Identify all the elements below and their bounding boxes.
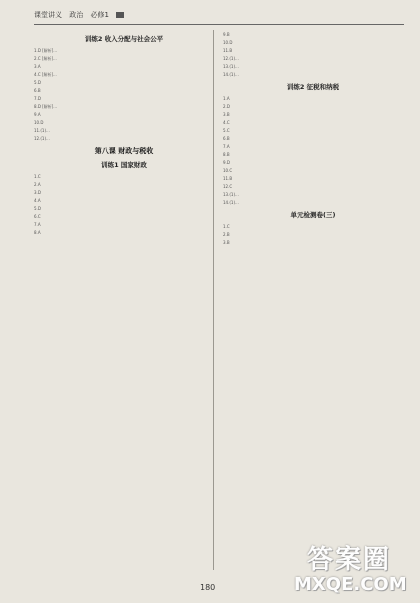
answer-line: 6.B (34, 88, 41, 93)
watermark-bottom: MXQE.COM (294, 574, 407, 595)
section-heading: 第八课 财政与税收 (94, 147, 154, 155)
answer-line: 2.B (223, 232, 230, 237)
answer-line: 3.B (223, 240, 230, 245)
answer-line: 4.C (223, 120, 230, 125)
answer-line: 2.A (34, 182, 41, 187)
answer-line: 1.C (34, 174, 41, 179)
answer-line: 12.(1)... (223, 56, 239, 61)
answer-line: 9.A (34, 112, 41, 117)
section-heading: 训练2 收入分配与社会公平 (84, 35, 164, 43)
section-heading: 训练2 征税和纳税 (286, 83, 340, 91)
answer-line: 8.D [解析]... (34, 104, 58, 109)
site-watermark (294, 545, 407, 597)
answer-line: 10.D (223, 40, 233, 45)
answer-line: 11.(1)... (34, 128, 50, 133)
answer-line: 3.D (34, 190, 41, 195)
page-number: 180 (200, 583, 216, 592)
answer-line: 8.B (223, 152, 230, 157)
answer-line: 4.A (34, 198, 41, 203)
answer-line: 3.B (223, 112, 230, 117)
answer-line: 1.D [解析]... (34, 48, 58, 53)
answer-line: 1.C (223, 224, 230, 229)
left-column (34, 31, 214, 237)
answer-line: 3.A (34, 64, 41, 69)
answer-line: 14.(1)... (223, 200, 239, 205)
book-title: 课堂讲义 (34, 11, 62, 19)
answer-line: 11.B (223, 48, 233, 53)
answer-line: 4.C [解析]... (34, 72, 57, 77)
watermark-top: 答案圈 (306, 545, 391, 575)
answer-line: 9.D (223, 160, 230, 165)
answer-line: 12.(1)... (34, 136, 50, 141)
answer-line: 7.A (34, 222, 41, 227)
answer-line: 13.(1)... (223, 192, 239, 197)
answer-line: 9.B (223, 32, 230, 37)
header-rule (34, 24, 404, 25)
section-heading: 单元检测卷(三) (290, 211, 336, 219)
header-mark-icon (116, 12, 124, 18)
answer-line: 5.D (34, 80, 41, 85)
answer-line: 13.(1)... (223, 64, 239, 69)
answer-line: 8.A (34, 230, 41, 235)
running-header (34, 10, 129, 20)
answer-line: 7.A (223, 144, 230, 149)
answer-line: 11.B (223, 176, 233, 181)
answer-line: 10.D (34, 120, 44, 125)
answer-line: 10.C (223, 168, 233, 173)
answer-line: 6.C (34, 214, 41, 219)
volume-label: 必修1 (90, 11, 109, 19)
answer-line: 12.C (223, 184, 233, 189)
answer-line: 2.C [解析]... (34, 56, 57, 61)
answer-line: 1.A (223, 96, 230, 101)
section-heading: 训练1 国家财政 (101, 161, 147, 169)
answer-line: 5.C (223, 128, 230, 133)
answer-line: 6.B (223, 136, 230, 141)
right-column (223, 31, 403, 247)
answer-line: 14.(1)... (223, 72, 239, 77)
answer-line: 7.D (34, 96, 41, 101)
subject-label: 政治 (69, 11, 84, 19)
answer-line: 2.D (223, 104, 230, 109)
answer-line: 5.D (34, 206, 41, 211)
